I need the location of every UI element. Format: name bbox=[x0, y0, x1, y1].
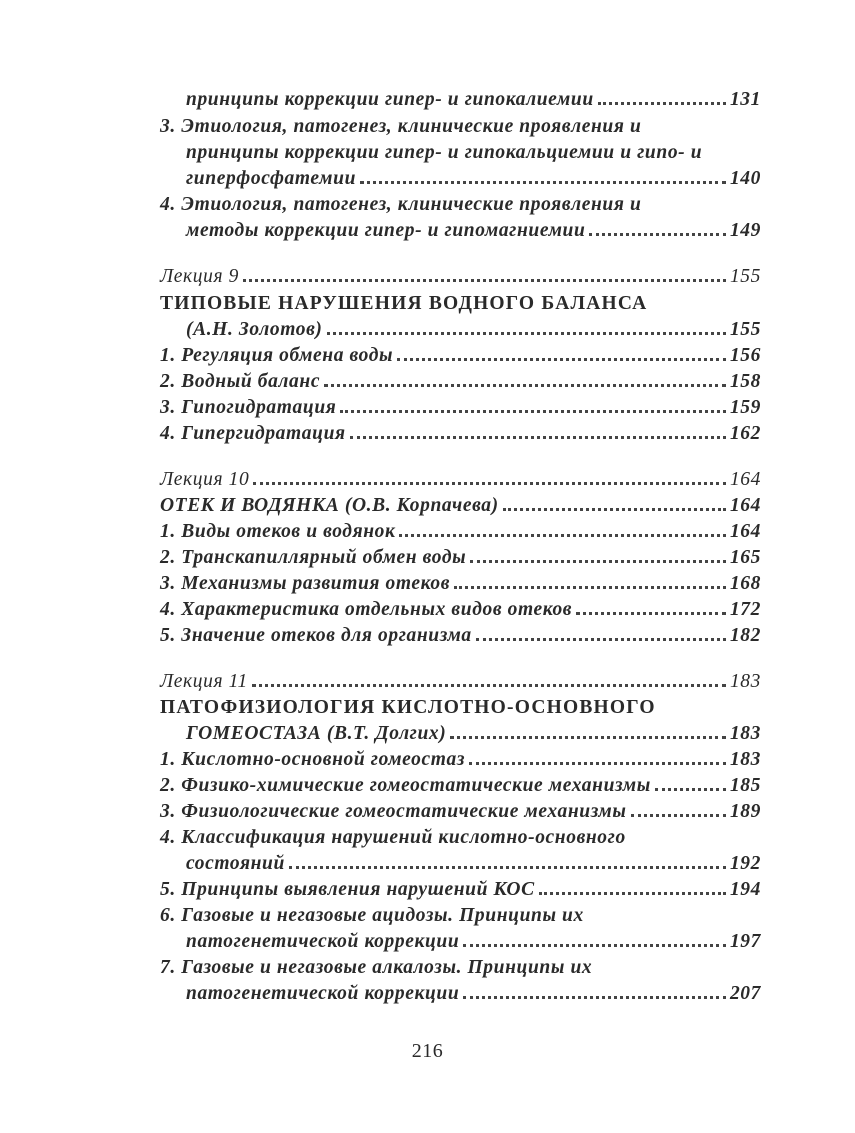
toc-entry-text: 6. Газовые и негазовые ацидозы. Принципы их bbox=[160, 905, 584, 926]
toc-line bbox=[160, 415, 761, 445]
toc-line bbox=[186, 212, 761, 242]
dot-leader bbox=[289, 866, 726, 869]
toc-page-number: 159 bbox=[729, 397, 761, 418]
toc-page-number: 194 bbox=[729, 879, 761, 900]
toc-page-number: 183 bbox=[729, 723, 761, 744]
toc-entry-text: принципы коррекции гипер- и гипокалиемии bbox=[186, 89, 594, 110]
toc-entry-text: методы коррекции гипер- и гипомагниемии bbox=[186, 220, 586, 241]
toc-page-number: 149 bbox=[729, 220, 761, 241]
dot-leader bbox=[243, 279, 726, 282]
toc-entry-text: ГОМЕОСТАЗА (В.Т. Долгих) bbox=[186, 723, 447, 744]
dot-leader bbox=[360, 181, 726, 184]
dot-leader bbox=[598, 102, 726, 105]
toc-entry-text: 3. Физиологические гомеостатические механизмы bbox=[160, 801, 627, 822]
toc-page-number: 168 bbox=[729, 573, 761, 594]
toc-line bbox=[160, 258, 761, 288]
dot-leader bbox=[324, 384, 726, 387]
toc-page-number: 189 bbox=[729, 801, 761, 822]
toc-page-number: 131 bbox=[729, 89, 761, 110]
toc-page-number: 140 bbox=[729, 168, 761, 189]
dot-leader bbox=[253, 482, 726, 485]
dot-leader bbox=[350, 436, 726, 439]
toc-entry-text: ОТЕК И ВОДЯНКА (О.В. Корпачева) bbox=[160, 495, 499, 516]
toc-page-number: 172 bbox=[729, 599, 761, 620]
dot-leader bbox=[470, 560, 726, 563]
dot-leader bbox=[576, 612, 726, 615]
dot-leader bbox=[327, 332, 726, 335]
toc-entry-text: принципы коррекции гипер- и гипокальциемии и гипо- и bbox=[186, 142, 703, 163]
toc-entry-text: патогенетической коррекции bbox=[186, 983, 460, 1004]
toc-entry-text: 2. Транскапиллярный обмен воды bbox=[160, 547, 467, 568]
toc-entry-text: 7. Газовые и негазовые алкалозы. Принципы их bbox=[160, 957, 593, 978]
toc-page-number: 207 bbox=[729, 983, 761, 1004]
toc-entry-text: 1. Кислотно-основной гомеостаз bbox=[160, 749, 466, 770]
toc-entry-text: гиперфосфатемии bbox=[186, 168, 357, 189]
dot-leader bbox=[399, 534, 725, 537]
toc-entry-text: 4. Классификация нарушений кислотно-основного bbox=[160, 827, 626, 848]
toc-page-number: 183 bbox=[729, 671, 761, 692]
dot-leader bbox=[450, 736, 726, 739]
dot-leader bbox=[539, 892, 726, 895]
toc-page-number: 155 bbox=[729, 319, 761, 340]
toc-page-number: 197 bbox=[729, 931, 761, 952]
dot-leader bbox=[655, 788, 726, 791]
toc-line bbox=[186, 975, 761, 1005]
dot-leader bbox=[589, 233, 725, 236]
dot-leader bbox=[476, 638, 726, 641]
dot-leader bbox=[631, 814, 726, 817]
toc-page-number: 155 bbox=[729, 266, 761, 287]
dot-leader bbox=[463, 944, 726, 947]
toc-lecture-title: Лекция 11 bbox=[160, 671, 248, 692]
toc-entry-text: 5. Принципы выявления нарушений КОС bbox=[160, 879, 535, 900]
toc-line bbox=[186, 81, 761, 111]
dot-leader bbox=[463, 996, 726, 999]
dot-leader bbox=[397, 358, 726, 361]
toc-entry-text: 1. Виды отеков и водянок bbox=[160, 521, 396, 542]
dot-leader bbox=[469, 762, 726, 765]
toc-entry-text: 5. Значение отеков для организма bbox=[160, 625, 472, 646]
toc-page-number: 165 bbox=[729, 547, 761, 568]
toc-page-number: 192 bbox=[729, 853, 761, 874]
toc-entry-text: 3. Механизмы развития отеков bbox=[160, 573, 451, 594]
toc-entry-text: 2. Водный баланс bbox=[160, 371, 321, 392]
dot-leader bbox=[252, 684, 726, 687]
toc-entry-text: патогенетической коррекции bbox=[186, 931, 460, 952]
dot-leader bbox=[340, 410, 726, 413]
toc-entry-text: 4. Характеристика отдельных видов отеков bbox=[160, 599, 573, 620]
toc-page-number: 182 bbox=[729, 625, 761, 646]
toc-page-number: 158 bbox=[729, 371, 761, 392]
toc-page-number: 183 bbox=[729, 749, 761, 770]
toc-page-number: 164 bbox=[729, 495, 761, 516]
page-number: 216 bbox=[411, 1040, 444, 1062]
dot-leader bbox=[454, 586, 726, 589]
toc-page-number: 162 bbox=[729, 423, 761, 444]
toc-entry-text: 3. Этиология, патогенез, клинические проявления и bbox=[160, 116, 642, 137]
toc-lecture-title: Лекция 9 bbox=[160, 266, 239, 287]
toc-page-number: 164 bbox=[729, 521, 761, 542]
toc-page-number: 156 bbox=[729, 345, 761, 366]
toc-heading: ПАТОФИЗИОЛОГИЯ КИСЛОТНО-ОСНОВНОГО bbox=[160, 697, 656, 718]
toc-entry-text: 1. Регуляция обмена воды bbox=[160, 345, 394, 366]
toc-entry-text: 3. Гипогидратация bbox=[160, 397, 337, 418]
toc-line bbox=[160, 617, 761, 647]
toc-heading: ТИПОВЫЕ НАРУШЕНИЯ ВОДНОГО БАЛАНСА bbox=[160, 293, 648, 314]
toc-page-number: 185 bbox=[729, 775, 761, 796]
toc-entry-text: 2. Физико-химические гомеостатические механизмы bbox=[160, 775, 651, 796]
toc-page-number: 164 bbox=[729, 469, 761, 490]
toc-entry-text: (А.Н. Золотов) bbox=[186, 319, 323, 340]
dot-leader bbox=[503, 508, 726, 511]
toc-entry-text: 4. Гипергидратация bbox=[160, 423, 346, 444]
toc-lecture-title: Лекция 10 bbox=[160, 469, 250, 490]
toc-entry-text: состояний bbox=[186, 853, 285, 874]
toc-entry-text: 4. Этиология, патогенез, клинические проявления и bbox=[160, 194, 642, 215]
